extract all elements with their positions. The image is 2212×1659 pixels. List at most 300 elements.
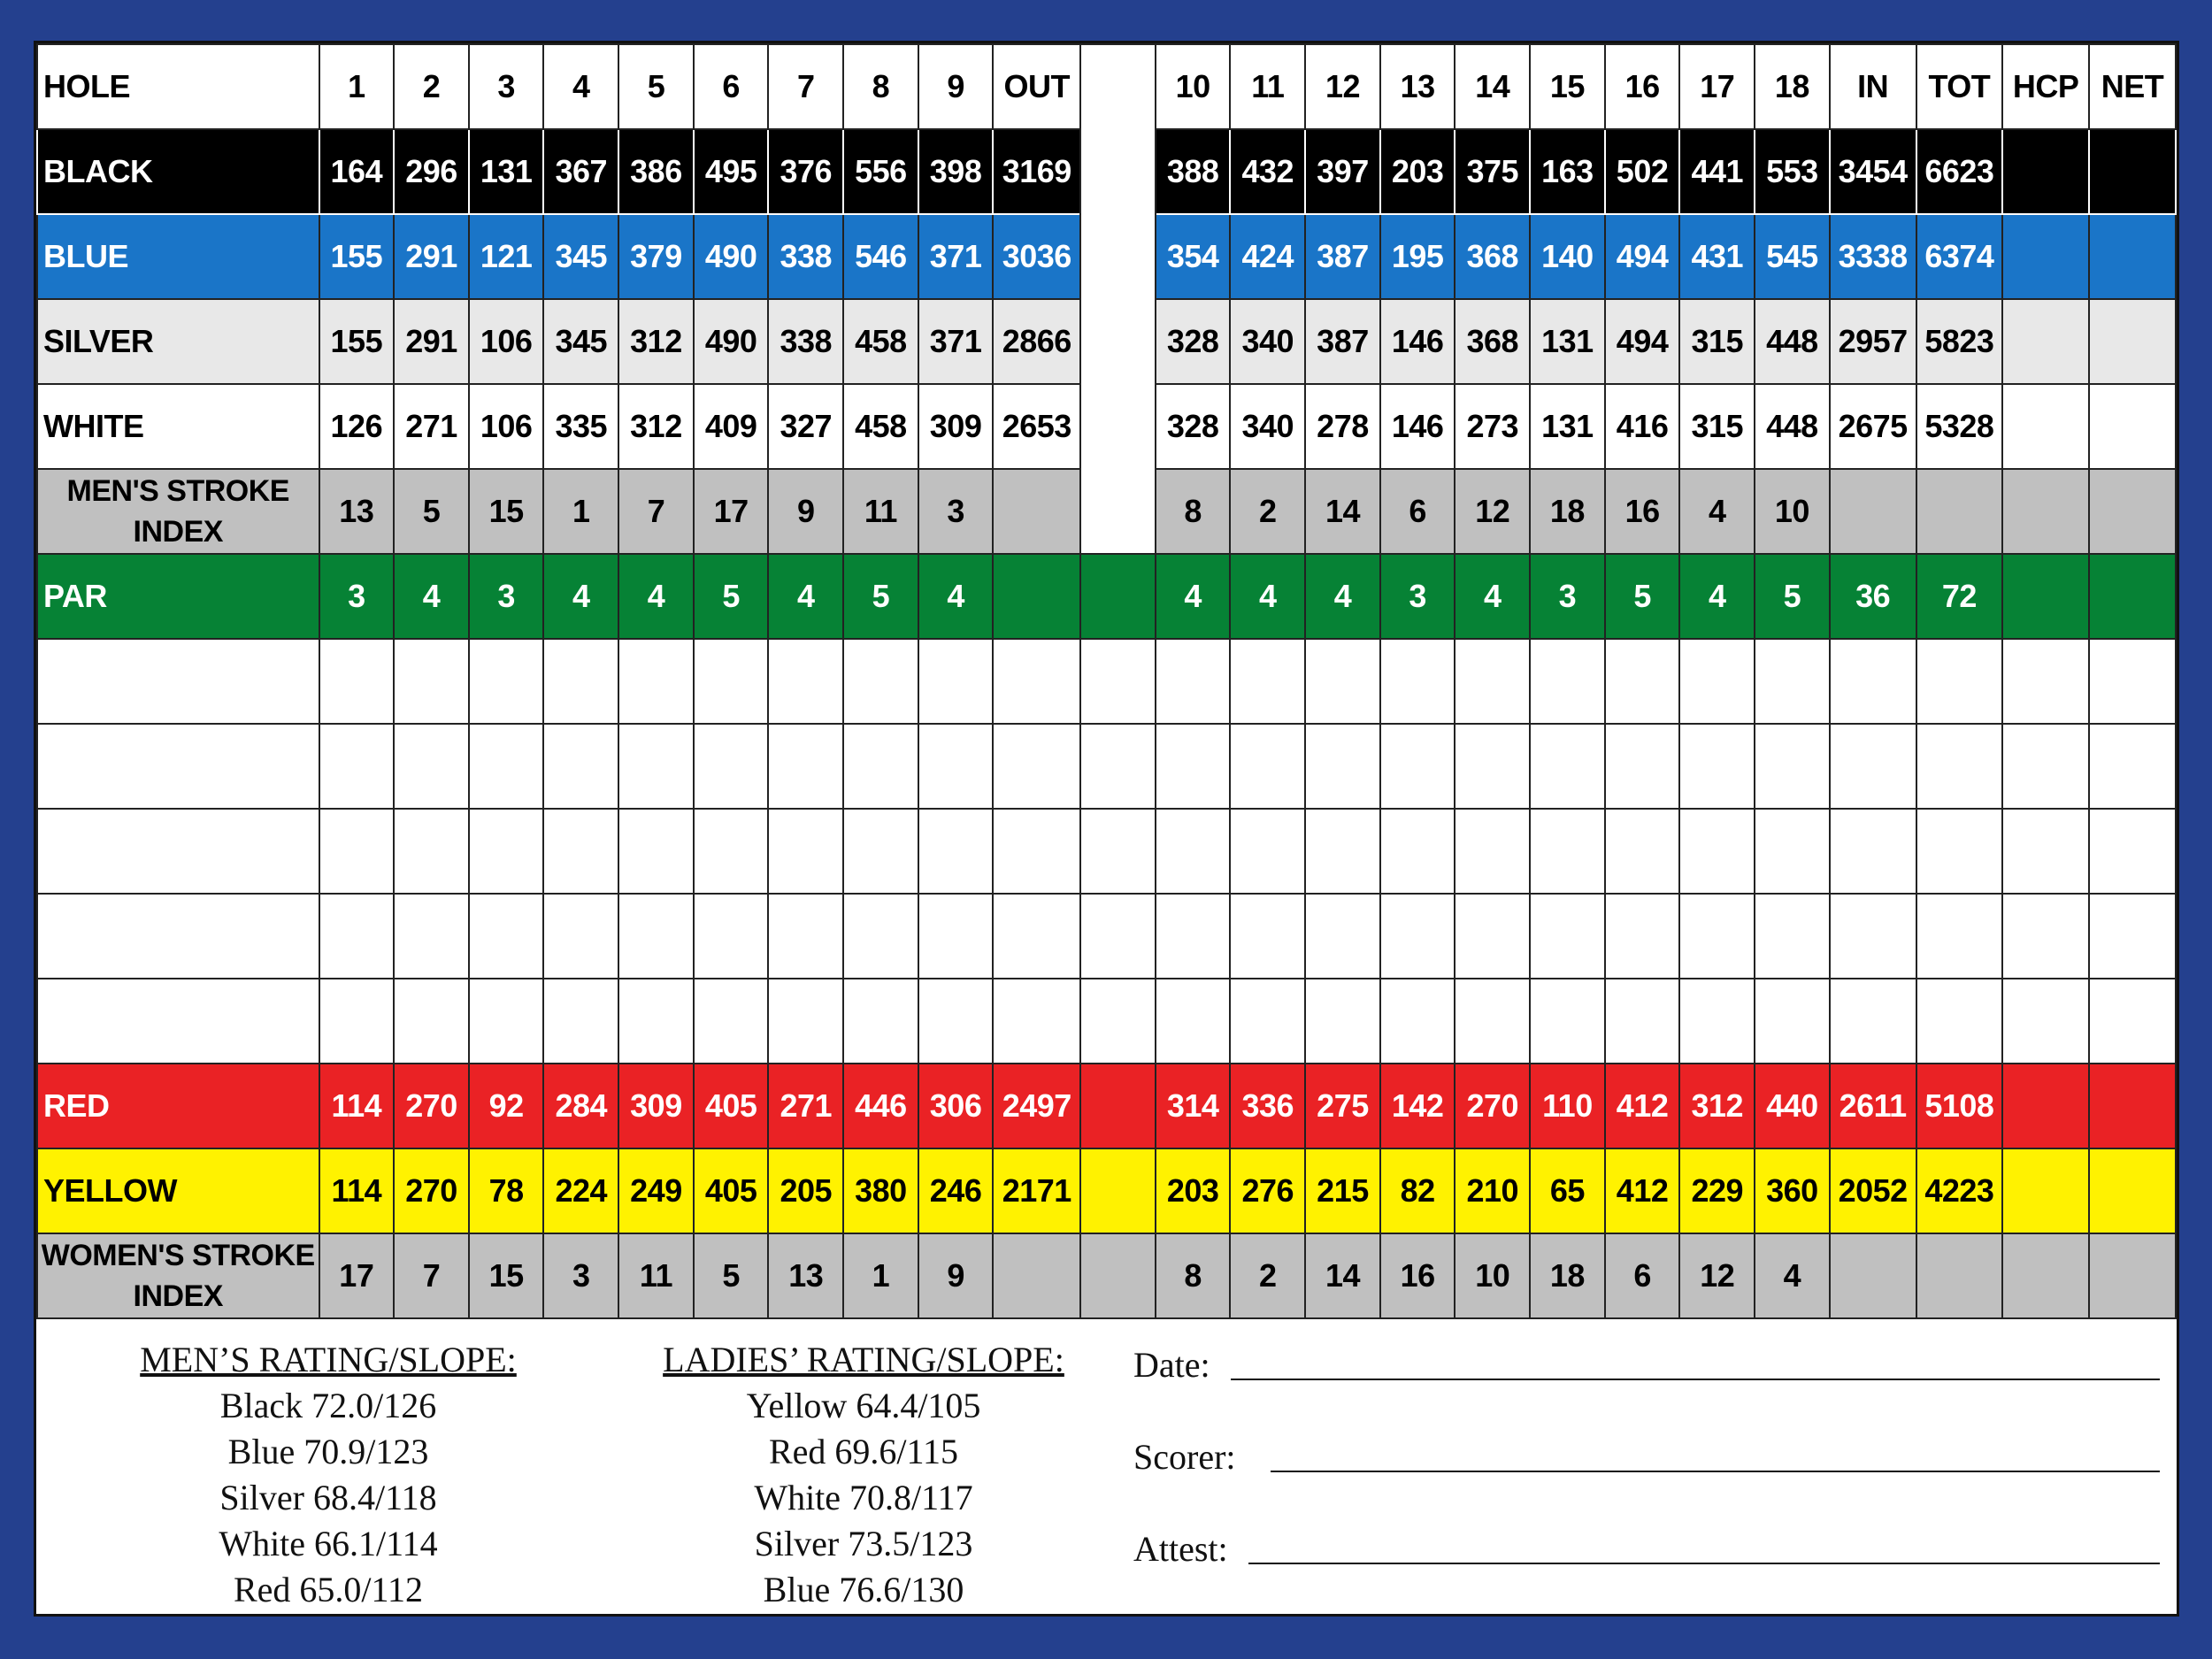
score-cell[interactable]	[618, 809, 694, 894]
stroke-index-cell: 15	[469, 1233, 544, 1318]
score-cell[interactable]	[1305, 894, 1380, 979]
score-cell[interactable]	[843, 979, 918, 1064]
score-cell[interactable]	[694, 639, 769, 724]
par-row	[37, 554, 2176, 639]
hcp-cell[interactable]	[2002, 1148, 2089, 1233]
yardage-cell: 163	[1530, 129, 1605, 214]
net-cell[interactable]	[2089, 554, 2176, 639]
yardage-cell: 416	[1605, 384, 1680, 469]
score-cell[interactable]	[1755, 639, 1830, 724]
ladies-rating	[607, 1337, 1120, 1613]
yardage-cell: 371	[918, 299, 994, 384]
score-cell[interactable]	[1830, 809, 1916, 894]
hole-number: 15	[1530, 44, 1605, 129]
yardage-cell: 229	[1679, 1148, 1755, 1233]
score-cell[interactable]	[1605, 639, 1680, 724]
score-cell[interactable]	[1916, 894, 2003, 979]
index-label-line: INDEX	[133, 1279, 223, 1313]
score-cell[interactable]	[768, 894, 843, 979]
stroke-index-cell: 1	[543, 469, 618, 554]
score-cell[interactable]	[394, 639, 469, 724]
hcp-cell[interactable]	[2002, 384, 2089, 469]
score-cell[interactable]	[1380, 724, 1455, 809]
scorecard	[34, 41, 2179, 1617]
score-cell[interactable]	[319, 639, 395, 724]
score-cell[interactable]	[993, 809, 1080, 894]
yardage-cell: 106	[469, 384, 544, 469]
hcp-cell[interactable]	[2002, 214, 2089, 299]
stroke-index-cell: 10	[1455, 1233, 1530, 1318]
yardage-cell: 203	[1156, 1148, 1231, 1233]
score-cell[interactable]	[394, 894, 469, 979]
hole-number: 6	[694, 44, 769, 129]
red-tee-row	[37, 1064, 2176, 1148]
hcp-cell[interactable]	[2002, 1233, 2089, 1318]
stroke-index-cell: 4	[1679, 469, 1755, 554]
out-total: 2653	[993, 384, 1080, 469]
index-label-line: INDEX	[133, 515, 223, 549]
score-cell[interactable]	[843, 809, 918, 894]
yardage-cell: 246	[918, 1148, 994, 1233]
score-cell[interactable]	[918, 639, 994, 724]
yardage-cell: 315	[1679, 384, 1755, 469]
initials-cell[interactable]	[1080, 554, 1156, 639]
yardage-cell: 271	[768, 1064, 843, 1148]
score-cell[interactable]	[993, 724, 1080, 809]
score-cell[interactable]	[1830, 894, 1916, 979]
par-cell: 3	[1530, 554, 1605, 639]
initials-cell[interactable]	[1080, 1064, 1156, 1148]
score-cell[interactable]	[394, 979, 469, 1064]
yardage-cell: 78	[469, 1148, 544, 1233]
ladies-rating-heading: LADIES’ RATING/SLOPE:	[663, 1340, 1064, 1379]
score-cell[interactable]	[1305, 979, 1380, 1064]
yardage-cell: 368	[1455, 299, 1530, 384]
score-cell[interactable]	[768, 639, 843, 724]
score-cell[interactable]	[1080, 639, 1156, 724]
score-cell[interactable]	[618, 724, 694, 809]
score-cell[interactable]	[1830, 639, 1916, 724]
player-name-cell[interactable]	[37, 639, 319, 724]
score-cell[interactable]	[1530, 894, 1605, 979]
stroke-index-cell: 9	[768, 469, 843, 554]
out-total: 3036	[993, 214, 1080, 299]
score-cell[interactable]	[918, 809, 994, 894]
par-cell: 4	[918, 554, 994, 639]
score-cell[interactable]	[694, 809, 769, 894]
score-cell[interactable]	[1380, 809, 1455, 894]
score-cell[interactable]	[1916, 639, 2003, 724]
stroke-index-cell: 9	[918, 1233, 994, 1318]
par-cell: 5	[1755, 554, 1830, 639]
initials-column	[1080, 44, 1156, 554]
par-cell: 3	[1380, 554, 1455, 639]
score-cell[interactable]	[1530, 809, 1605, 894]
stroke-index-cell: 7	[394, 1233, 469, 1318]
net-cell[interactable]	[2089, 469, 2176, 554]
yardage-cell: 276	[1230, 1148, 1305, 1233]
player-name-cell[interactable]	[37, 979, 319, 1064]
score-cell[interactable]	[2002, 639, 2089, 724]
womens-stroke-index-label	[37, 1233, 319, 1318]
footer	[36, 1323, 2177, 1614]
mens-rating-line: Silver 68.4/118	[219, 1478, 437, 1517]
score-cell[interactable]	[1156, 894, 1231, 979]
yardage-cell: 275	[1305, 1064, 1380, 1148]
score-cell[interactable]	[1755, 809, 1830, 894]
yardage-cell: 458	[843, 299, 918, 384]
score-cell[interactable]	[768, 809, 843, 894]
score-cell[interactable]	[1230, 639, 1305, 724]
yardage-cell: 82	[1380, 1148, 1455, 1233]
score-cell[interactable]	[543, 894, 618, 979]
score-cell[interactable]	[1305, 724, 1380, 809]
stroke-index-cell: 15	[469, 469, 544, 554]
score-cell[interactable]	[2002, 724, 2089, 809]
scorer-line	[1271, 1471, 2160, 1472]
silver-tee-label: SILVER	[37, 299, 319, 384]
score-cell[interactable]	[1380, 979, 1455, 1064]
hole-number: 3	[469, 44, 544, 129]
yardage-cell: 490	[694, 214, 769, 299]
score-cell[interactable]	[1530, 639, 1605, 724]
red-tee-label: RED	[37, 1064, 319, 1148]
yardage-cell: 405	[694, 1148, 769, 1233]
yardage-cell: 379	[618, 214, 694, 299]
score-entry-row	[37, 979, 2176, 1064]
score-cell[interactable]	[1380, 639, 1455, 724]
stroke-index-cell: 17	[319, 1233, 395, 1318]
yardage-cell: 446	[843, 1064, 918, 1148]
par-cell: 4	[1305, 554, 1380, 639]
par-cell: 4	[618, 554, 694, 639]
score-cell[interactable]	[319, 894, 395, 979]
yardage-cell: 556	[843, 129, 918, 214]
out-label: OUT	[993, 44, 1080, 129]
par-cell: 3	[469, 554, 544, 639]
score-cell[interactable]	[1916, 979, 2003, 1064]
yardage-cell: 312	[1679, 1064, 1755, 1148]
hcp-cell[interactable]	[2002, 299, 2089, 384]
score-cell[interactable]	[1916, 809, 2003, 894]
player-name-cell[interactable]	[37, 724, 319, 809]
scorer-field[interactable]	[1133, 1436, 1236, 1478]
yardage-cell: 312	[618, 384, 694, 469]
score-entry-row	[37, 809, 2176, 894]
yardage-cell: 328	[1156, 384, 1231, 469]
stroke-index-cell: 13	[319, 469, 395, 554]
yardage-cell: 448	[1755, 299, 1830, 384]
score-cell[interactable]	[543, 639, 618, 724]
yardage-cell: 205	[768, 1148, 843, 1233]
score-cell[interactable]	[394, 724, 469, 809]
yardage-cell: 309	[618, 1064, 694, 1148]
yardage-cell: 146	[1380, 384, 1455, 469]
initials-cell[interactable]	[1080, 1233, 1156, 1318]
score-cell[interactable]	[1679, 894, 1755, 979]
yardage-cell: 110	[1530, 1064, 1605, 1148]
score-cell[interactable]	[1080, 809, 1156, 894]
initials-cell[interactable]	[1080, 1148, 1156, 1233]
yardage-cell: 296	[394, 129, 469, 214]
score-cell[interactable]	[469, 724, 544, 809]
score-cell[interactable]	[394, 809, 469, 894]
par-in-total: 36	[1830, 554, 1916, 639]
tot-cell	[1916, 469, 2003, 554]
score-cell[interactable]	[2002, 979, 2089, 1064]
score-cell[interactable]	[1380, 894, 1455, 979]
net-cell[interactable]	[2089, 1233, 2176, 1318]
yardage-cell: 155	[319, 214, 395, 299]
score-cell[interactable]	[1156, 724, 1231, 809]
score-cell[interactable]	[1679, 979, 1755, 1064]
stroke-index-cell: 12	[1455, 469, 1530, 554]
score-cell[interactable]	[1455, 724, 1530, 809]
in-total: 2675	[1830, 384, 1916, 469]
stroke-index-cell: 16	[1605, 469, 1680, 554]
ladies-rating-line: Red 69.6/115	[768, 1432, 959, 1471]
net-cell[interactable]	[2089, 1064, 2176, 1148]
yardage-cell: 345	[543, 214, 618, 299]
yardage-cell: 306	[918, 1064, 994, 1148]
score-cell[interactable]	[543, 979, 618, 1064]
mens-rating	[89, 1337, 567, 1613]
ladies-rating-line: Silver 73.5/123	[754, 1524, 973, 1563]
score-cell[interactable]	[1916, 724, 2003, 809]
yardage-cell: 291	[394, 214, 469, 299]
score-cell[interactable]	[1605, 809, 1680, 894]
score-cell[interactable]	[1230, 979, 1305, 1064]
par-cell: 4	[1455, 554, 1530, 639]
hole-number: 8	[843, 44, 918, 129]
date-label: Date:	[1133, 1345, 1210, 1385]
par-cell: 4	[543, 554, 618, 639]
in-total: 3338	[1830, 214, 1916, 299]
score-cell[interactable]	[768, 979, 843, 1064]
stroke-index-cell: 3	[918, 469, 994, 554]
yardage-cell: 494	[1605, 299, 1680, 384]
yardage-cell: 546	[843, 214, 918, 299]
score-cell[interactable]	[843, 639, 918, 724]
score-cell[interactable]	[1755, 894, 1830, 979]
score-cell[interactable]	[1530, 724, 1605, 809]
score-cell[interactable]	[319, 809, 395, 894]
score-cell[interactable]	[918, 724, 994, 809]
score-cell[interactable]	[1230, 724, 1305, 809]
yardage-cell: 387	[1305, 214, 1380, 299]
hcp-cell[interactable]	[2002, 469, 2089, 554]
tot-total: 4223	[1916, 1148, 2003, 1233]
yardage-cell: 278	[1305, 384, 1380, 469]
score-cell[interactable]	[1679, 724, 1755, 809]
par-cell: 4	[1679, 554, 1755, 639]
yardage-cell: 140	[1530, 214, 1605, 299]
in-cell	[1830, 1233, 1916, 1318]
score-cell[interactable]	[1305, 809, 1380, 894]
score-cell[interactable]	[1455, 979, 1530, 1064]
tot-total: 6623	[1916, 129, 2003, 214]
score-cell[interactable]	[1455, 894, 1530, 979]
score-entry-row	[37, 894, 2176, 979]
par-label: PAR	[37, 554, 319, 639]
player-name-cell[interactable]	[37, 809, 319, 894]
hole-number: 7	[768, 44, 843, 129]
black-tee-label: BLACK	[37, 129, 319, 214]
yardage-cell: 405	[694, 1064, 769, 1148]
womens-stroke-index-row	[37, 1233, 2176, 1318]
yardage-cell: 164	[319, 129, 395, 214]
yardage-cell: 441	[1679, 129, 1755, 214]
stroke-index-cell: 18	[1530, 469, 1605, 554]
score-cell[interactable]	[993, 894, 1080, 979]
score-cell[interactable]	[469, 979, 544, 1064]
score-cell[interactable]	[1230, 809, 1305, 894]
stroke-index-cell: 18	[1530, 1233, 1605, 1318]
yardage-cell: 338	[768, 214, 843, 299]
score-cell[interactable]	[1230, 894, 1305, 979]
score-cell[interactable]	[843, 894, 918, 979]
yardage-cell: 270	[394, 1064, 469, 1148]
score-cell[interactable]	[1080, 894, 1156, 979]
yardage-cell: 335	[543, 384, 618, 469]
score-cell[interactable]	[993, 639, 1080, 724]
score-cell[interactable]	[543, 809, 618, 894]
stroke-index-cell: 11	[843, 469, 918, 554]
score-cell[interactable]	[618, 894, 694, 979]
hcp-cell[interactable]	[2002, 129, 2089, 214]
ladies-rating-line: Yellow 64.4/105	[746, 1386, 981, 1425]
yardage-cell: 249	[618, 1148, 694, 1233]
score-cell[interactable]	[1305, 639, 1380, 724]
score-cell[interactable]	[1080, 724, 1156, 809]
hole-number: 11	[1230, 44, 1305, 129]
score-cell[interactable]	[1605, 979, 1680, 1064]
score-cell[interactable]	[543, 724, 618, 809]
score-cell[interactable]	[918, 894, 994, 979]
scorer-label: Scorer:	[1133, 1437, 1236, 1477]
stroke-index-cell: 8	[1156, 469, 1231, 554]
attest-field[interactable]	[1133, 1528, 1228, 1570]
score-cell[interactable]	[1830, 724, 1916, 809]
score-cell[interactable]	[2089, 894, 2176, 979]
yardage-cell: 314	[1156, 1064, 1231, 1148]
date-field[interactable]	[1133, 1344, 1210, 1386]
mens-rating-heading: MEN’S RATING/SLOPE:	[140, 1340, 517, 1379]
hole-row	[37, 44, 2176, 129]
score-cell[interactable]	[469, 809, 544, 894]
yardage-cell: 114	[319, 1148, 395, 1233]
score-cell[interactable]	[1156, 639, 1231, 724]
score-cell[interactable]	[768, 724, 843, 809]
score-cell[interactable]	[1755, 979, 1830, 1064]
stroke-index-cell: 4	[1755, 1233, 1830, 1318]
score-cell[interactable]	[1679, 809, 1755, 894]
par-cell: 4	[394, 554, 469, 639]
net-cell[interactable]	[2089, 1148, 2176, 1233]
score-cell[interactable]	[1156, 809, 1231, 894]
score-cell[interactable]	[1080, 979, 1156, 1064]
score-cell[interactable]	[1830, 979, 1916, 1064]
player-name-cell[interactable]	[37, 894, 319, 979]
hole-number: 12	[1305, 44, 1380, 129]
score-cell[interactable]	[2002, 894, 2089, 979]
score-cell[interactable]	[2089, 639, 2176, 724]
mens-stroke-index-label	[37, 469, 319, 554]
score-cell[interactable]	[1605, 894, 1680, 979]
net-cell[interactable]	[2089, 299, 2176, 384]
hcp-cell[interactable]	[2002, 1064, 2089, 1148]
score-cell[interactable]	[319, 979, 395, 1064]
score-cell[interactable]	[469, 639, 544, 724]
score-cell[interactable]	[319, 724, 395, 809]
score-cell[interactable]	[1530, 979, 1605, 1064]
hole-number: 10	[1156, 44, 1231, 129]
score-cell[interactable]	[993, 979, 1080, 1064]
yardage-cell: 106	[469, 299, 544, 384]
score-cell[interactable]	[2089, 809, 2176, 894]
score-cell[interactable]	[918, 979, 994, 1064]
score-cell[interactable]	[1455, 639, 1530, 724]
stroke-index-cell: 5	[694, 1233, 769, 1318]
in-total: 2052	[1830, 1148, 1916, 1233]
score-cell[interactable]	[1679, 639, 1755, 724]
score-cell[interactable]	[694, 979, 769, 1064]
score-cell[interactable]	[694, 724, 769, 809]
score-cell[interactable]	[1455, 809, 1530, 894]
net-cell[interactable]	[2089, 129, 2176, 214]
yardage-cell: 224	[543, 1148, 618, 1233]
score-cell[interactable]	[843, 724, 918, 809]
score-cell[interactable]	[618, 979, 694, 1064]
score-cell[interactable]	[2002, 809, 2089, 894]
out-total: 3169	[993, 129, 1080, 214]
score-cell[interactable]	[469, 894, 544, 979]
yardage-cell: 210	[1455, 1148, 1530, 1233]
hcp-cell[interactable]	[2002, 554, 2089, 639]
score-cell[interactable]	[2089, 724, 2176, 809]
score-entry-row	[37, 724, 2176, 809]
score-cell[interactable]	[2089, 979, 2176, 1064]
score-cell[interactable]	[1156, 979, 1231, 1064]
index-label-line: WOMEN'S STROKE	[41, 1239, 315, 1272]
score-cell[interactable]	[694, 894, 769, 979]
score-cell[interactable]	[1605, 724, 1680, 809]
net-cell[interactable]	[2089, 384, 2176, 469]
tot-cell	[1916, 1233, 2003, 1318]
yardage-cell: 114	[319, 1064, 395, 1148]
yardage-cell: 398	[918, 129, 994, 214]
hole-number: 18	[1755, 44, 1830, 129]
score-cell[interactable]	[1755, 724, 1830, 809]
score-cell[interactable]	[618, 639, 694, 724]
yardage-cell: 545	[1755, 214, 1830, 299]
yardage-cell: 432	[1230, 129, 1305, 214]
yardage-cell: 273	[1455, 384, 1530, 469]
yardage-cell: 340	[1230, 299, 1305, 384]
stroke-index-cell: 5	[394, 469, 469, 554]
hole-number: 2	[394, 44, 469, 129]
stroke-index-cell: 10	[1755, 469, 1830, 554]
yardage-cell: 367	[543, 129, 618, 214]
yardage-cell: 203	[1380, 129, 1455, 214]
stroke-index-cell: 7	[618, 469, 694, 554]
yardage-cell: 121	[469, 214, 544, 299]
net-cell[interactable]	[2089, 214, 2176, 299]
yardage-cell: 345	[543, 299, 618, 384]
stroke-index-cell: 8	[1156, 1233, 1231, 1318]
yardage-cell: 495	[694, 129, 769, 214]
net-label: NET	[2089, 44, 2176, 129]
